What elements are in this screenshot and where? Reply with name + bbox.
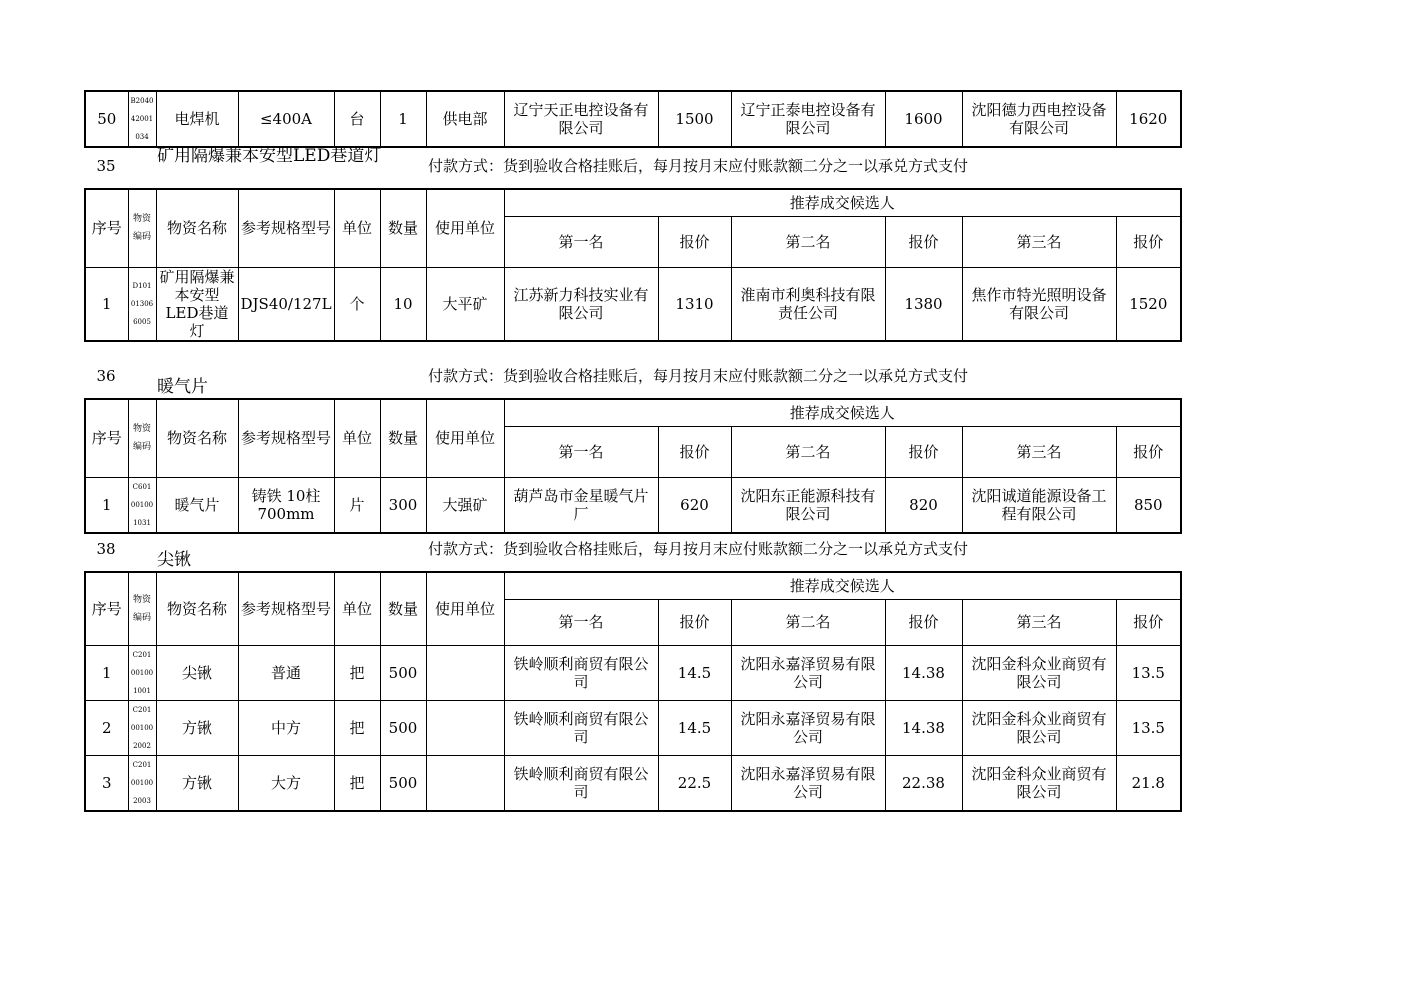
name-cell: 暖气片	[156, 477, 238, 533]
seq-header: 序号	[85, 572, 128, 645]
spec-cell: ≤400A	[238, 91, 334, 147]
unit-cell: 台	[334, 91, 380, 147]
third-supplier-cell: 焦作市特光照明设备有限公司	[962, 267, 1116, 341]
unit-header: 单位	[334, 189, 380, 267]
price-header: 报价	[885, 216, 962, 267]
qty-header: 数量	[380, 189, 426, 267]
third-price-cell: 1620	[1116, 91, 1181, 147]
second-header: 第二名	[731, 599, 885, 645]
first-supplier-cell: 辽宁天正电控设备有限公司	[504, 91, 658, 147]
seq-cell: 50	[85, 91, 128, 147]
section-title: 尖锹	[157, 550, 191, 570]
name-header: 物资名称	[156, 572, 238, 645]
qty-header: 数量	[380, 572, 426, 645]
spec-cell: DJS40/127L	[238, 267, 334, 341]
third-price-cell: 850	[1116, 477, 1181, 533]
unit-cell: 把	[334, 755, 380, 811]
third-header: 第三名	[962, 426, 1116, 477]
first-price-cell: 14.5	[658, 645, 731, 700]
code-cell: C201001002002	[128, 700, 156, 755]
seq-cell: 3	[85, 755, 128, 811]
third-price-cell: 21.8	[1116, 755, 1181, 811]
second-supplier-cell: 沈阳东正能源科技有限公司	[731, 477, 885, 533]
section-title: 暖气片	[157, 377, 208, 397]
unit-cell: 把	[334, 700, 380, 755]
third-price-cell: 1520	[1116, 267, 1181, 341]
second-supplier-cell: 沈阳永嘉泽贸易有限公司	[731, 700, 885, 755]
unit-header: 单位	[334, 399, 380, 477]
section-number: 35	[96, 157, 116, 175]
second-supplier-cell: 淮南市利奥科技有限责任公司	[731, 267, 885, 341]
third-price-cell: 13.5	[1116, 645, 1181, 700]
second-supplier-cell: 辽宁正泰电控设备有限公司	[731, 91, 885, 147]
first-price-cell: 1310	[658, 267, 731, 341]
first-price-cell: 1500	[658, 91, 731, 147]
third-supplier-cell: 沈阳金科众业商贸有限公司	[962, 755, 1116, 811]
code-cell: B204042001034	[128, 91, 156, 147]
section-title: 矿用隔爆兼本安型LED巷道灯	[157, 146, 382, 166]
first-supplier-cell: 江苏新力科技实业有限公司	[504, 267, 658, 341]
third-supplier-cell: 沈阳德力西电控设备有限公司	[962, 91, 1116, 147]
unit-header: 单位	[334, 572, 380, 645]
qty-cell: 300	[380, 477, 426, 533]
user-cell	[426, 755, 504, 811]
candidates-header: 推荐成交候选人	[504, 189, 1181, 216]
user-cell: 大平矿	[426, 267, 504, 341]
second-price-cell: 14.38	[885, 645, 962, 700]
second-price-cell: 820	[885, 477, 962, 533]
unit-cell: 把	[334, 645, 380, 700]
name-cell: 方锹	[156, 755, 238, 811]
spec-header: 参考规格型号	[238, 572, 334, 645]
second-price-cell: 1380	[885, 267, 962, 341]
unit-cell: 个	[334, 267, 380, 341]
payment-terms: 付款方式：货到验收合格挂账后，每月按月末应付账款额二分之一以承兑方式支付	[428, 157, 969, 175]
third-header: 第三名	[962, 216, 1116, 267]
first-header: 第一名	[504, 426, 658, 477]
name-cell: 尖锹	[156, 645, 238, 700]
first-price-cell: 14.5	[658, 700, 731, 755]
user-cell: 大强矿	[426, 477, 504, 533]
price-header: 报价	[885, 426, 962, 477]
second-supplier-cell: 沈阳永嘉泽贸易有限公司	[731, 755, 885, 811]
user-header: 使用单位	[426, 399, 504, 477]
first-supplier-cell: 铁岭顺利商贸有限公司	[504, 700, 658, 755]
user-header: 使用单位	[426, 572, 504, 645]
third-supplier-cell: 沈阳金科众业商贸有限公司	[962, 645, 1116, 700]
qty-cell: 500	[380, 700, 426, 755]
first-supplier-cell: 葫芦岛市金星暖气片厂	[504, 477, 658, 533]
table-row	[85, 755, 1181, 811]
table-row	[85, 645, 1181, 700]
price-header: 报价	[1116, 599, 1181, 645]
seq-cell: 2	[85, 700, 128, 755]
user-cell	[426, 645, 504, 700]
spec-cell: 普通	[238, 645, 334, 700]
name-cell: 方锹	[156, 700, 238, 755]
qty-header: 数量	[380, 399, 426, 477]
first-price-cell: 22.5	[658, 755, 731, 811]
user-cell	[426, 700, 504, 755]
seq-header: 序号	[85, 189, 128, 267]
section-table	[84, 188, 1182, 342]
code-cell: C201001002003	[128, 755, 156, 811]
spec-cell: 铸铁 10柱 700mm	[238, 477, 334, 533]
table-row	[85, 267, 1181, 341]
code-cell: C601001001031	[128, 477, 156, 533]
header-row	[85, 189, 1181, 216]
first-supplier-cell: 铁岭顺利商贸有限公司	[504, 755, 658, 811]
spec-cell: 大方	[238, 755, 334, 811]
second-price-cell: 22.38	[885, 755, 962, 811]
seq-cell: 1	[85, 645, 128, 700]
spec-header: 参考规格型号	[238, 399, 334, 477]
spec-header: 参考规格型号	[238, 189, 334, 267]
top-table	[84, 90, 1182, 148]
candidates-header: 推荐成交候选人	[504, 399, 1181, 426]
unit-cell: 片	[334, 477, 380, 533]
user-header: 使用单位	[426, 189, 504, 267]
seq-cell: 1	[85, 267, 128, 341]
qty-cell: 500	[380, 755, 426, 811]
seq-header: 序号	[85, 399, 128, 477]
seq-cell: 1	[85, 477, 128, 533]
section-table	[84, 398, 1182, 534]
third-supplier-cell: 沈阳金科众业商贸有限公司	[962, 700, 1116, 755]
table-row	[85, 91, 1181, 147]
name-header: 物资名称	[156, 399, 238, 477]
code-header: 物资编码	[128, 399, 156, 477]
first-header: 第一名	[504, 216, 658, 267]
name-cell: 电焊机	[156, 91, 238, 147]
first-price-cell: 620	[658, 477, 731, 533]
code-header: 物资编码	[128, 572, 156, 645]
code-header: 物资编码	[128, 189, 156, 267]
third-header: 第三名	[962, 599, 1116, 645]
table-row	[85, 700, 1181, 755]
third-supplier-cell: 沈阳诚道能源设备工程有限公司	[962, 477, 1116, 533]
header-row	[85, 572, 1181, 599]
price-header: 报价	[885, 599, 962, 645]
qty-cell: 1	[380, 91, 426, 147]
spec-cell: 中方	[238, 700, 334, 755]
second-price-cell: 1600	[885, 91, 962, 147]
name-cell: 矿用隔爆兼本安型LED巷道灯	[156, 267, 238, 341]
second-price-cell: 14.38	[885, 700, 962, 755]
price-header: 报价	[658, 426, 731, 477]
header-row	[85, 399, 1181, 426]
second-header: 第二名	[731, 426, 885, 477]
section-number: 38	[96, 540, 116, 558]
third-price-cell: 13.5	[1116, 700, 1181, 755]
second-supplier-cell: 沈阳永嘉泽贸易有限公司	[731, 645, 885, 700]
user-cell: 供电部	[426, 91, 504, 147]
second-header: 第二名	[731, 216, 885, 267]
section-table	[84, 571, 1182, 812]
code-cell: D101013066005	[128, 267, 156, 341]
section-number: 36	[96, 367, 116, 385]
payment-terms: 付款方式：货到验收合格挂账后，每月按月末应付账款额二分之一以承兑方式支付	[428, 367, 969, 385]
name-header: 物资名称	[156, 189, 238, 267]
first-supplier-cell: 铁岭顺利商贸有限公司	[504, 645, 658, 700]
code-cell: C201001001001	[128, 645, 156, 700]
payment-terms: 付款方式：货到验收合格挂账后，每月按月末应付账款额二分之一以承兑方式支付	[428, 540, 969, 558]
qty-cell: 10	[380, 267, 426, 341]
price-header: 报价	[658, 599, 731, 645]
table-row	[85, 477, 1181, 533]
price-header: 报价	[1116, 426, 1181, 477]
price-header: 报价	[1116, 216, 1181, 267]
qty-cell: 500	[380, 645, 426, 700]
price-header: 报价	[658, 216, 731, 267]
first-header: 第一名	[504, 599, 658, 645]
candidates-header: 推荐成交候选人	[504, 572, 1181, 599]
